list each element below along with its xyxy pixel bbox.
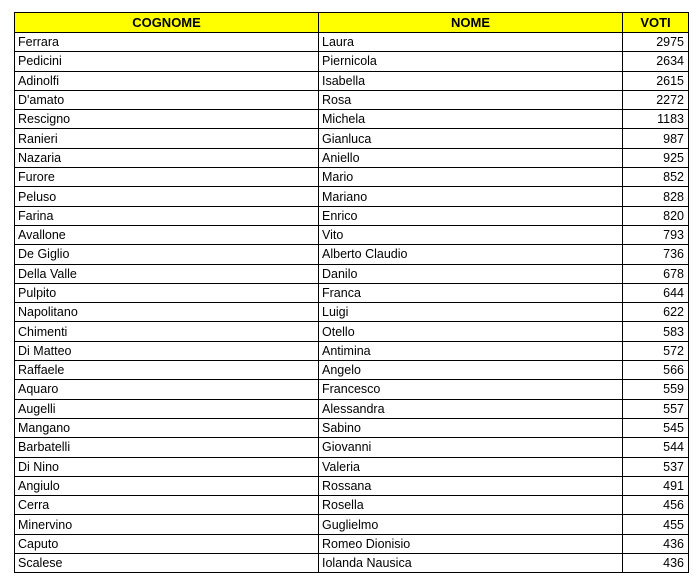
cell-nome: Guglielmo bbox=[319, 515, 623, 534]
cell-voti: 736 bbox=[623, 245, 689, 264]
table-row bbox=[15, 361, 689, 380]
table-row bbox=[15, 303, 689, 322]
cell-voti: 436 bbox=[623, 534, 689, 553]
cell-nome: Romeo Dionisio bbox=[319, 534, 623, 553]
cell-voti: 2615 bbox=[623, 71, 689, 90]
cell-voti: 557 bbox=[623, 399, 689, 418]
cell-nome: Rosa bbox=[319, 90, 623, 109]
table-row bbox=[15, 534, 689, 553]
cell-voti: 456 bbox=[623, 496, 689, 515]
cell-cognome: Farina bbox=[15, 206, 319, 225]
table-row bbox=[15, 168, 689, 187]
cell-voti: 559 bbox=[623, 380, 689, 399]
cell-voti: 793 bbox=[623, 225, 689, 244]
table-row bbox=[15, 457, 689, 476]
cell-cognome: Caputo bbox=[15, 534, 319, 553]
cell-nome: Vito bbox=[319, 225, 623, 244]
cell-cognome: De Giglio bbox=[15, 245, 319, 264]
cell-nome: Rossana bbox=[319, 476, 623, 495]
cell-cognome: Minervino bbox=[15, 515, 319, 534]
cell-cognome: Cerra bbox=[15, 496, 319, 515]
cell-cognome: Ferrara bbox=[15, 33, 319, 52]
cell-cognome: Pedicini bbox=[15, 52, 319, 71]
cell-cognome: Scalese bbox=[15, 554, 319, 573]
cell-cognome: Peluso bbox=[15, 187, 319, 206]
cell-voti: 820 bbox=[623, 206, 689, 225]
cell-cognome: Di Nino bbox=[15, 457, 319, 476]
cell-nome: Giovanni bbox=[319, 438, 623, 457]
cell-voti: 545 bbox=[623, 418, 689, 437]
table-row bbox=[15, 399, 689, 418]
cell-cognome: D'amato bbox=[15, 90, 319, 109]
cell-nome: Franca bbox=[319, 283, 623, 302]
cell-cognome: Mangano bbox=[15, 418, 319, 437]
cell-nome: Otello bbox=[319, 322, 623, 341]
table-row bbox=[15, 515, 689, 534]
cell-voti: 583 bbox=[623, 322, 689, 341]
cell-nome: Piernicola bbox=[319, 52, 623, 71]
cell-cognome: Nazaria bbox=[15, 148, 319, 167]
cell-voti: 2975 bbox=[623, 33, 689, 52]
cell-voti: 566 bbox=[623, 361, 689, 380]
header-voti: VOTI bbox=[623, 13, 689, 33]
cell-voti: 828 bbox=[623, 187, 689, 206]
table-row bbox=[15, 225, 689, 244]
cell-cognome: Della Valle bbox=[15, 264, 319, 283]
table-row bbox=[15, 110, 689, 129]
header-nome: NOME bbox=[319, 13, 623, 33]
table-row bbox=[15, 264, 689, 283]
cell-nome: Michela bbox=[319, 110, 623, 129]
cell-nome: Francesco bbox=[319, 380, 623, 399]
cell-cognome: Augelli bbox=[15, 399, 319, 418]
table-row bbox=[15, 341, 689, 360]
cell-cognome: Adinolfi bbox=[15, 71, 319, 90]
cell-voti: 2634 bbox=[623, 52, 689, 71]
cell-cognome: Ranieri bbox=[15, 129, 319, 148]
table-row bbox=[15, 71, 689, 90]
table-row bbox=[15, 380, 689, 399]
cell-voti: 678 bbox=[623, 264, 689, 283]
table-row bbox=[15, 206, 689, 225]
cell-nome: Alessandra bbox=[319, 399, 623, 418]
cell-nome: Valeria bbox=[319, 457, 623, 476]
table-body bbox=[15, 33, 689, 573]
cell-nome: Alberto Claudio bbox=[319, 245, 623, 264]
table-row bbox=[15, 187, 689, 206]
table-row bbox=[15, 245, 689, 264]
cell-voti: 491 bbox=[623, 476, 689, 495]
cell-nome: Aniello bbox=[319, 148, 623, 167]
cell-nome: Luigi bbox=[319, 303, 623, 322]
cell-nome: Enrico bbox=[319, 206, 623, 225]
cell-nome: Iolanda Nausica bbox=[319, 554, 623, 573]
cell-voti: 852 bbox=[623, 168, 689, 187]
table-row bbox=[15, 418, 689, 437]
cell-nome: Danilo bbox=[319, 264, 623, 283]
cell-cognome: Aquaro bbox=[15, 380, 319, 399]
cell-cognome: Raffaele bbox=[15, 361, 319, 380]
cell-nome: Angelo bbox=[319, 361, 623, 380]
table-row bbox=[15, 148, 689, 167]
table-row bbox=[15, 129, 689, 148]
cell-cognome: Angiulo bbox=[15, 476, 319, 495]
table-row bbox=[15, 283, 689, 302]
votes-table bbox=[14, 12, 689, 573]
cell-voti: 572 bbox=[623, 341, 689, 360]
cell-nome: Antimina bbox=[319, 341, 623, 360]
cell-voti: 436 bbox=[623, 554, 689, 573]
cell-nome: Mariano bbox=[319, 187, 623, 206]
header-cognome: COGNOME bbox=[15, 13, 319, 33]
cell-voti: 2272 bbox=[623, 90, 689, 109]
cell-cognome: Napolitano bbox=[15, 303, 319, 322]
cell-voti: 622 bbox=[623, 303, 689, 322]
cell-nome: Rosella bbox=[319, 496, 623, 515]
cell-voti: 925 bbox=[623, 148, 689, 167]
table-row bbox=[15, 476, 689, 495]
cell-cognome: Pulpito bbox=[15, 283, 319, 302]
cell-voti: 537 bbox=[623, 457, 689, 476]
cell-cognome: Di Matteo bbox=[15, 341, 319, 360]
table-row bbox=[15, 33, 689, 52]
cell-cognome: Chimenti bbox=[15, 322, 319, 341]
cell-cognome: Furore bbox=[15, 168, 319, 187]
cell-cognome: Rescigno bbox=[15, 110, 319, 129]
cell-voti: 987 bbox=[623, 129, 689, 148]
cell-voti: 1183 bbox=[623, 110, 689, 129]
cell-nome: Mario bbox=[319, 168, 623, 187]
table-row bbox=[15, 496, 689, 515]
table-row bbox=[15, 322, 689, 341]
cell-voti: 544 bbox=[623, 438, 689, 457]
table-row bbox=[15, 52, 689, 71]
cell-voti: 644 bbox=[623, 283, 689, 302]
cell-voti: 455 bbox=[623, 515, 689, 534]
table-row bbox=[15, 438, 689, 457]
cell-nome: Laura bbox=[319, 33, 623, 52]
spreadsheet-page bbox=[14, 12, 688, 573]
table-row bbox=[15, 554, 689, 573]
header-row bbox=[15, 13, 689, 33]
cell-cognome: Barbatelli bbox=[15, 438, 319, 457]
cell-nome: Isabella bbox=[319, 71, 623, 90]
cell-nome: Gianluca bbox=[319, 129, 623, 148]
cell-nome: Sabino bbox=[319, 418, 623, 437]
table-row bbox=[15, 90, 689, 109]
cell-cognome: Avallone bbox=[15, 225, 319, 244]
